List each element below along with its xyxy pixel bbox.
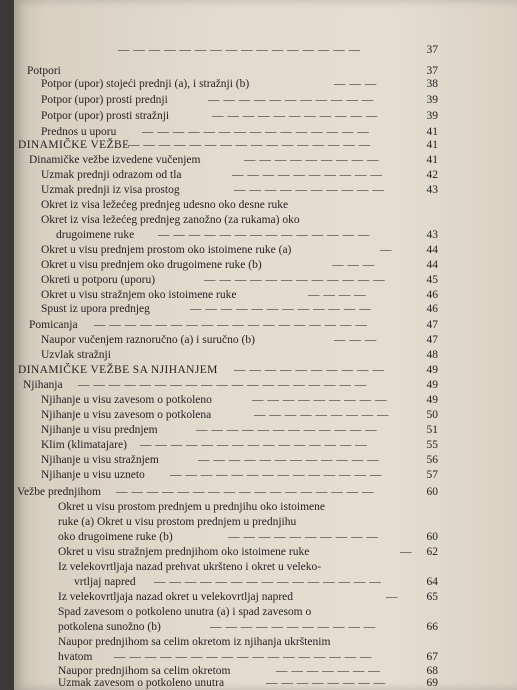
page-number: 37 xyxy=(426,44,438,56)
entry-title: Okret iz visa ležećeg prednjeg udesno oko desne ruke xyxy=(41,199,289,211)
entry-title: Okret u visu prednjem oko drugoimene ruke (b) xyxy=(41,259,262,271)
dot-leader: — — — — — — — — — — — — — — — — — — — xyxy=(78,379,367,391)
page-number: 62 xyxy=(426,546,438,558)
toc-entry xyxy=(14,575,517,589)
dot-leader: — — — — — — — — — — — xyxy=(210,621,376,633)
page-number: 50 xyxy=(426,409,438,421)
section-title: Vežbe prednjihom xyxy=(17,486,101,498)
entry-title: Naupor prednjihom sa celim okretom xyxy=(58,665,231,677)
dot-leader: — — — xyxy=(332,259,375,271)
entry-title: Okret u visu prostom prednjem u prednjihu oko istoimene xyxy=(58,501,326,513)
page-number: 66 xyxy=(426,621,438,633)
dot-leader: — — — — — — — — — — — — xyxy=(198,454,380,466)
toc-entry xyxy=(14,560,517,574)
page-number: 49 xyxy=(426,364,438,376)
entry-title-continued: hvatom xyxy=(58,651,93,663)
toc-entry xyxy=(14,676,517,690)
section-title: Dinamičke vežbe izvedene vučenjem xyxy=(29,154,201,166)
toc-entry xyxy=(14,125,517,139)
entry-title-continued: oko drugoimene ruke (b) xyxy=(58,531,173,543)
dot-leader: — — — — — — — — — — — — — — xyxy=(158,229,370,241)
page-number: 42 xyxy=(426,169,438,181)
page-number: 69 xyxy=(426,677,438,689)
toc-entry xyxy=(14,168,517,182)
chapter-title: DINAMIČKE VEŽBE SA NJIHANJEM xyxy=(18,364,218,376)
entry-title: Potpor (upor) prosti prednji xyxy=(41,94,168,106)
entry-title: Okret u visu stražnjem prednjihom oko istoimene ruke xyxy=(58,546,310,558)
entry-title: Spust iz upora prednjeg xyxy=(41,303,150,315)
page-number: 65 xyxy=(426,591,438,603)
toc-entry xyxy=(14,318,517,332)
toc-entry xyxy=(14,198,517,212)
toc-entry xyxy=(14,77,517,91)
toc-entry xyxy=(14,109,517,123)
page-number: 46 xyxy=(426,289,438,301)
page-number: 55 xyxy=(426,439,438,451)
entry-title: Potpor (upor) prosti stražnji xyxy=(41,110,170,122)
dot-leader: — — — — — — — — — — — — — — — xyxy=(154,576,382,588)
book-page xyxy=(14,0,517,690)
dot-leader: — — — — — — — — — — — — xyxy=(204,274,386,286)
toc-entry xyxy=(14,468,517,482)
toc-entry xyxy=(14,545,517,559)
dot-leader: — — — — — — — — — — — — — — xyxy=(170,469,382,481)
entry-title: Okret u visu stražnjem oko istoimene ruke xyxy=(41,289,237,301)
toc-entry xyxy=(14,258,517,272)
dot-leader: — — — — — — — — — — — — — — — — — xyxy=(114,651,372,663)
section-title: Pomicanja xyxy=(29,319,78,331)
page-number: 43 xyxy=(426,184,438,196)
entry-title-continued: ruke (a) Okret u visu prostom prednjem u prednjihu xyxy=(58,516,297,528)
dot-leader: — — — — — — — — — — xyxy=(228,531,379,543)
toc-entry xyxy=(14,363,517,377)
page-number: 48 xyxy=(426,349,438,361)
toc-entry xyxy=(14,213,517,227)
toc-entry xyxy=(14,273,517,287)
dot-leader: — — — — — — — — — — — — — — — xyxy=(140,439,368,451)
entry-title: Njihanje u visu zavesom o potkoleno xyxy=(41,394,212,406)
entry-title: Okreti u potporu (uporu) xyxy=(41,274,156,286)
chapter-title: DINAMIČKE VEŽBE xyxy=(18,139,130,151)
dot-leader: — — — xyxy=(334,78,377,90)
toc-entry xyxy=(14,183,517,197)
page-number: 41 xyxy=(426,126,438,138)
toc-entry xyxy=(14,453,517,467)
toc-entry xyxy=(14,590,517,604)
entry-title: Okret iz visa ležećeg prednjeg zanožno (za rukama) oko xyxy=(41,214,300,226)
dot-leader: — — — — — — — — — — — — xyxy=(196,424,378,436)
toc-entry xyxy=(14,530,517,544)
dot-leader: — — — — xyxy=(308,289,367,301)
toc-entry xyxy=(14,228,517,242)
entry-title: Okret u visu prednjem prostom oko istoimene ruke (a) xyxy=(41,244,292,256)
toc-entry xyxy=(14,500,517,514)
dot-leader: — — — — — — — — — — — xyxy=(208,94,374,106)
toc-entry xyxy=(14,515,517,529)
page-number: 67 xyxy=(426,651,438,663)
page-number: 39 xyxy=(426,94,438,106)
page-number: 44 xyxy=(426,244,438,256)
entry-title: Njihanje u visu uzneto xyxy=(41,469,145,481)
page-number: 37 xyxy=(426,65,438,77)
page-number: 47 xyxy=(426,334,438,346)
entry-title-continued: vrtljaj napred xyxy=(74,576,136,588)
toc-entry xyxy=(14,605,517,619)
toc-entry xyxy=(14,650,517,664)
entry-title: Potpor (upor) stojeći prednji (a), i stražnji (b) xyxy=(41,78,250,90)
dot-leader: — xyxy=(400,546,412,558)
page-number: 38 xyxy=(426,78,438,90)
page-number: 60 xyxy=(426,531,438,543)
entry-title: Naupor prednjihom sa celim okretom iz njihanja ukrštenim xyxy=(58,636,331,648)
page-number: 49 xyxy=(426,394,438,406)
toc-entry xyxy=(14,288,517,302)
toc-entry xyxy=(14,138,517,152)
toc-entry xyxy=(14,485,517,499)
page-number: 60 xyxy=(426,486,438,498)
toc-entry xyxy=(14,333,517,347)
entry-title-continued: drugoimene ruke xyxy=(56,229,135,241)
dot-leader: — — — — — — — — — xyxy=(252,394,387,406)
entry-title: Njihanje u visu stražnjem xyxy=(41,454,159,466)
toc-entry xyxy=(14,393,517,407)
entry-title: Iz velekovrtljaja nazad prehvat ukršteno i okret u veleko- xyxy=(58,561,322,573)
dot-leader: — — — — — — — — — — — xyxy=(212,110,378,122)
page-number: 44 xyxy=(426,259,438,271)
page-number: 57 xyxy=(426,469,438,481)
dot-leader: — — — — — — — — — — — — — — — — xyxy=(128,139,371,151)
toc-entry xyxy=(14,243,517,257)
toc-entry xyxy=(14,93,517,107)
toc-entry xyxy=(14,153,517,167)
entry-title: Prednos u uporu xyxy=(41,126,117,138)
dot-leader: — — — — — — — xyxy=(276,665,381,677)
page-number: 47 xyxy=(426,319,438,331)
page-number: 68 xyxy=(426,665,438,677)
entry-title: Spad zavesom o potkoleno unutra (a) i spad zavesom o xyxy=(58,606,312,618)
dot-leader: — — — — — — — — — — xyxy=(234,184,385,196)
entry-title: Njihanje u visu prednjem xyxy=(41,424,158,436)
dot-leader: — — — — — — — — — — — — xyxy=(190,303,372,315)
toc-entry xyxy=(14,302,517,316)
toc-entry xyxy=(14,620,517,634)
dot-leader: — xyxy=(386,591,398,603)
toc-entry xyxy=(14,64,517,78)
dot-leader: — — — — — — — — — xyxy=(244,154,379,166)
entry-title-continued: potkolena sunožno (b) xyxy=(58,621,161,633)
toc-entry xyxy=(14,348,517,362)
page-number: 43 xyxy=(426,229,438,241)
dot-leader: — — — — — — — — — — xyxy=(234,364,385,376)
entry-title: Uzmak prednji iz visa prostog xyxy=(41,184,180,196)
page-number: 41 xyxy=(426,139,438,151)
page-number: 39 xyxy=(426,110,438,122)
dot-leader: — xyxy=(380,244,392,256)
entry-title: Klim (klimatajare) xyxy=(41,439,127,451)
dot-leader: — — — — — — — — xyxy=(266,677,386,689)
toc-entry xyxy=(14,43,517,57)
toc-entry xyxy=(14,438,517,452)
dot-leader: — — — — — — — — — — xyxy=(232,169,383,181)
page-number: 64 xyxy=(426,576,438,588)
entry-title: Uzvlak stražnji xyxy=(41,349,111,361)
page-number: 41 xyxy=(426,154,438,166)
dot-leader: — — — — — — — — — — — — — — — xyxy=(142,126,370,138)
dot-leader: — — — — — — — — — — — — — — — — — — xyxy=(94,319,368,331)
dot-leader: — — — — — — — — — — — — — — — — — xyxy=(116,486,374,498)
dot-leader: — — — — — — — — — — — — — — — — xyxy=(118,44,361,56)
section-title: Njihanja xyxy=(23,379,63,391)
toc-entry xyxy=(14,408,517,422)
entry-title: Uzmak zavesom o potkoleno unutra xyxy=(58,677,225,689)
page-number: 56 xyxy=(426,454,438,466)
dot-leader: — — — — — — — — — xyxy=(254,409,389,421)
page-number: 49 xyxy=(426,379,438,391)
toc-entry xyxy=(14,423,517,437)
entry-title: Uzmak prednji odrazom od tla xyxy=(41,169,182,181)
entry-title: Naupor vučenjem raznoručno (a) i suručno (b) xyxy=(41,334,255,346)
entry-title: Njihanje u visu zavesom o potkolena xyxy=(41,409,212,421)
entry-title: Iz velekovrtljaja nazad okret u velekovrtljaj napred xyxy=(58,591,294,603)
toc-entry xyxy=(14,378,517,392)
page-number: 51 xyxy=(426,424,438,436)
page-number: 46 xyxy=(426,303,438,315)
toc-entry xyxy=(14,635,517,649)
dot-leader: — — — xyxy=(334,334,377,346)
page-number: 45 xyxy=(426,274,438,286)
section-title: Potpori xyxy=(27,65,61,77)
